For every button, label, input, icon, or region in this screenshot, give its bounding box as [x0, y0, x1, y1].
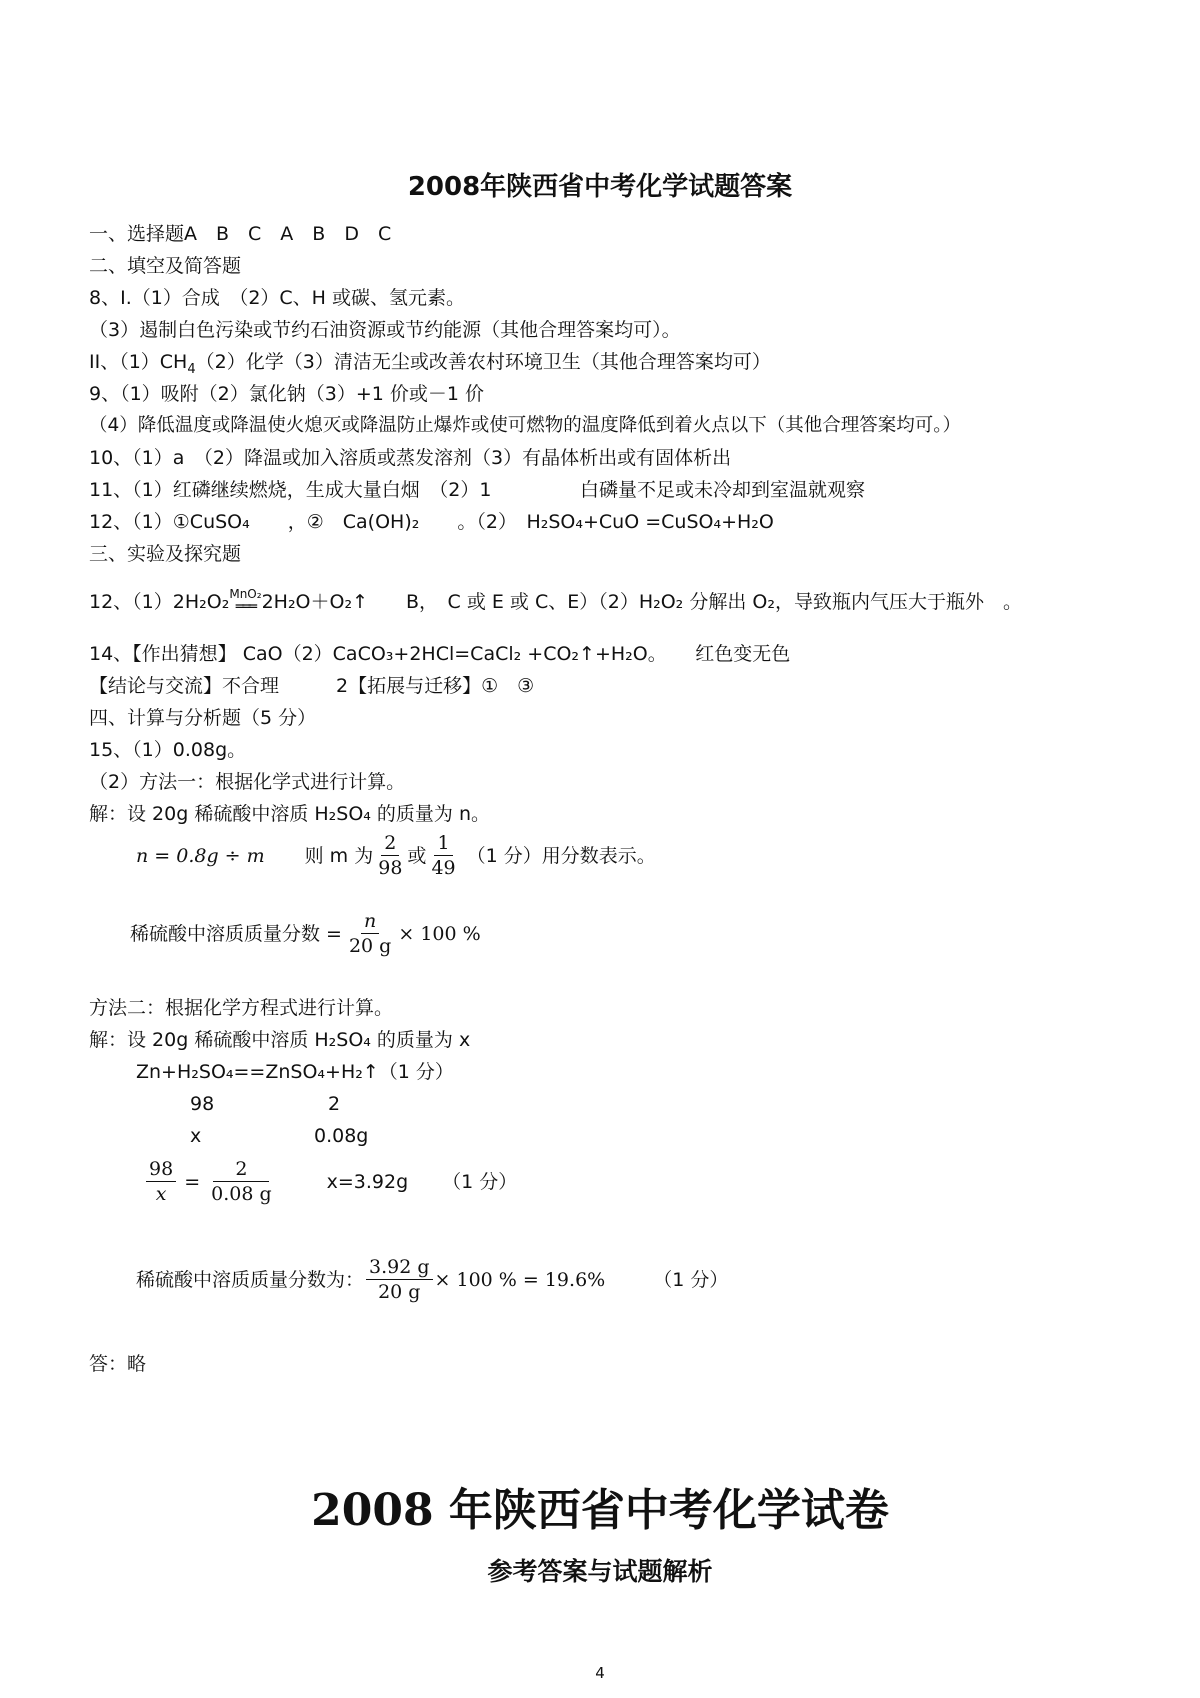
section-fill-heading: 二、填空及简答题 — [89, 255, 242, 277]
q13 — [89, 588, 1022, 614]
final-answer: 答：略 — [89, 1353, 147, 1375]
eq3-f1-den: x — [155, 1183, 167, 1205]
eq4-score: （1 分） — [653, 1268, 729, 1291]
q9-4: （4）降低温度或降温使火熄灭或降温防止爆炸或使可燃物的温度降低到着火点以下（其他合理答案均可。） — [89, 415, 962, 436]
eq2-label: 稀硫酸中溶质质量分数 = — [130, 922, 342, 945]
eq1-fraction-1 — [375, 832, 405, 879]
q14-conclusion: 【结论与交流】不合理 2【拓展与迁移】① ③ — [89, 675, 535, 697]
eq1-or: 或 — [407, 844, 427, 867]
eq4-num: 3.92 g — [366, 1256, 433, 1280]
exam-title: 2008 年陕西省中考化学试卷 — [311, 1485, 889, 1536]
q8-part1-3: （3）遏制白色污染或节约石油资源或节约能源（其他合理答案均可）。 — [89, 319, 681, 341]
mass-ratio-98: 98 — [190, 1093, 215, 1115]
eq1-f2-den: 49 — [431, 857, 456, 879]
catalyst-label: MnO₂ — [229, 587, 262, 601]
eq3-f2-den: 0.08 g — [211, 1183, 272, 1205]
q8-part2-a: II、（1）CH — [89, 351, 188, 373]
eq3-result: x=3.92g — [326, 1170, 409, 1193]
eq4-fraction — [366, 1256, 433, 1303]
q10: 10、（1）a （2）降温或加入溶质或蒸发溶剂（3）有晶体析出或有固体析出 — [89, 447, 732, 469]
eq2-den: 20 g — [348, 935, 392, 957]
eq4-tail: × 100 % = 19.6% — [434, 1268, 606, 1291]
eq1-f2-num: 1 — [434, 832, 452, 856]
q15-1: 15、（1）0.08g。 — [89, 739, 247, 761]
eq3-fraction-1 — [146, 1158, 176, 1205]
eq2-tail: × 100 % — [398, 922, 481, 945]
eq2-fraction — [346, 910, 394, 957]
eq2-num: n — [361, 910, 379, 934]
eq1-fraction-2 — [428, 832, 458, 879]
eq1-tail: （1 分）用分数表示。 — [466, 844, 656, 867]
eq1-f1-num: 2 — [381, 832, 399, 856]
equation-2 — [130, 910, 481, 957]
page-number: 4 — [595, 1664, 605, 1682]
mass-ratio-2: 2 — [328, 1093, 341, 1115]
method1-heading: （2）方法一：根据化学式进行计算。 — [89, 771, 406, 793]
equation-4 — [136, 1256, 728, 1303]
method1-solution: 解：设 20g 稀硫酸中溶质 H₂SO₄ 的质量为 n。 — [89, 803, 491, 825]
eq4-label: 稀硫酸中溶质质量分数为： — [136, 1268, 365, 1291]
choice-answers: 一、选择题A B C A B D C — [89, 223, 392, 245]
eq3-fraction-2 — [208, 1158, 275, 1205]
method2-solution: 解：设 20g 稀硫酸中溶质 H₂SO₄ 的质量为 x — [89, 1029, 471, 1051]
equation-3 — [144, 1158, 517, 1205]
mass-h2: 0.08g — [314, 1125, 369, 1147]
q14: 14、【作出猜想】 CaO（2）CaCO₃+2HCl=CaCl₂ +CO₂↑+H₂O。 红色变无色 — [89, 643, 791, 665]
eq3-f1-num: 98 — [146, 1158, 176, 1182]
q13-a: 12、（1）2H₂O₂ — [89, 591, 230, 613]
answer-title: 2008年陕西省中考化学试题答案 — [407, 172, 793, 202]
reaction-arrow: ═══ — [235, 599, 256, 615]
q12: 12、（1）①CuSO₄ ，② Ca(OH)₂ 。（2） H₂SO₄+CuO =CuSO₄+H₂O — [89, 511, 774, 533]
q13-b: 2H₂O＋O₂↑ B， C 或 E 或 C、E）（2）H₂O₂ 分解出 O₂，导致瓶内气压大于瓶外 。 — [261, 591, 1022, 613]
exam-subtitle: 参考答案与试题解析 — [487, 1557, 713, 1586]
q9: 9、（1）吸附（2）氯化钠（3）+1 价或－1 价 — [89, 383, 485, 405]
equation-1 — [136, 832, 656, 879]
section-experiment-heading: 三、实验及探究题 — [89, 543, 242, 565]
q8-part1: 8、I.（1）合成 （2）C、H 或碳、氢元素。 — [89, 287, 466, 309]
eq1-left: n = 0.8g ÷ m — [136, 844, 265, 867]
eq1-f1-den: 98 — [378, 857, 403, 879]
q8-part2-sub: 4 — [187, 361, 196, 377]
eq3-equals: = — [184, 1170, 201, 1193]
eq3-score: （1 分） — [442, 1170, 518, 1193]
q8-part2 — [89, 350, 771, 382]
catalyst-mark — [229, 588, 261, 614]
section-calc-heading: 四、计算与分析题（5 分） — [89, 707, 317, 729]
method2-heading: 方法二：根据化学方程式进行计算。 — [89, 997, 394, 1019]
unknown-x: x — [190, 1125, 202, 1147]
eq4-den: 20 g — [378, 1281, 421, 1303]
eq3-f2-num: 2 — [213, 1158, 269, 1182]
eq1-mid: 则 m 为 — [304, 844, 374, 867]
q8-part2-b: （2）化学（3）清洁无尘或改善农村环境卫生（其他合理答案均可） — [195, 351, 771, 373]
q11-b: 白磷量不足或未冷却到室温就观察 — [580, 479, 866, 501]
reaction-equation: Zn+H₂SO₄==ZnSO₄+H₂↑（1 分） — [136, 1061, 454, 1083]
q11-a: 11、（1）红磷继续燃烧，生成大量白烟 （2）1 — [89, 479, 492, 501]
